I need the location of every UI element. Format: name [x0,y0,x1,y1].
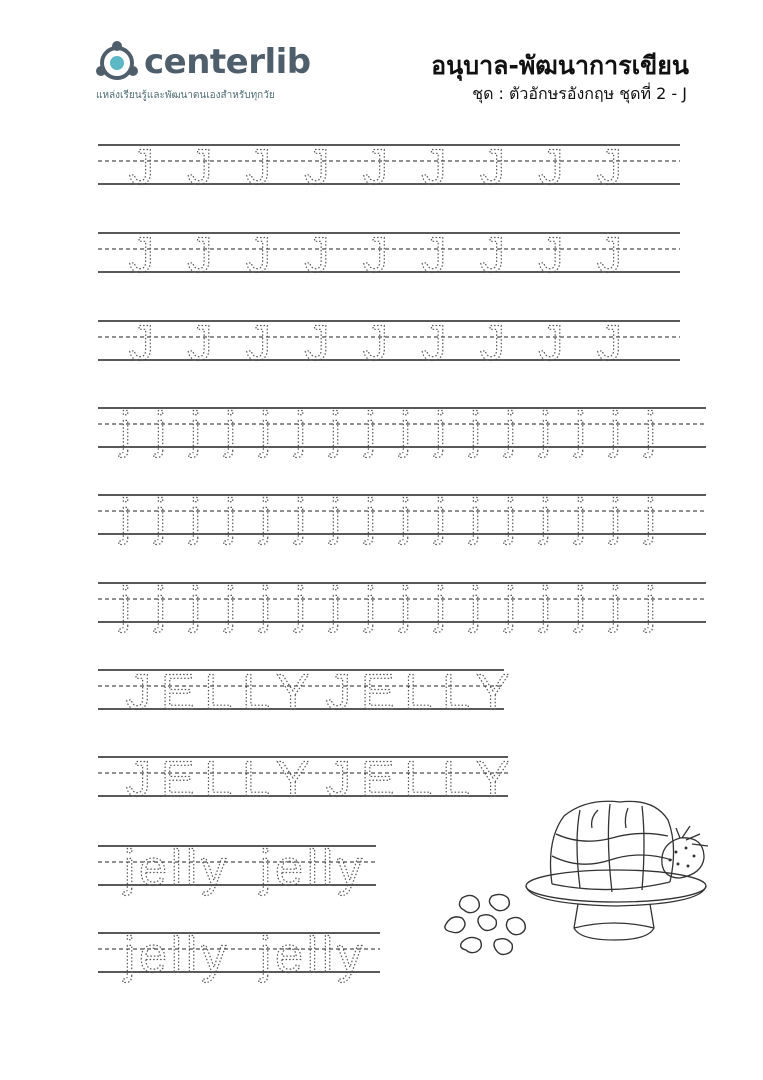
trace-letter: J [363,227,388,283]
trace-letter: j [295,402,307,458]
trace-letter: JELLY [326,751,520,807]
trace-letter: j [260,577,272,633]
jelly-beans-icon [442,890,537,960]
trace-letter: j [610,402,622,458]
trace-letter: J [480,227,505,283]
brand-name: centerlib [144,42,311,82]
trace-letter: j [330,577,342,633]
trace-letter: j [400,577,412,633]
writing-guide [98,664,520,720]
trace-letter: j [260,402,272,458]
trace-letter: J [597,139,622,195]
trace-letter: J [304,227,330,283]
trace-letter: j [540,577,552,633]
brand-tagline: แหล่งเรียนรู้และพัฒนาตนเองสำหรับทุกวัย [96,90,275,101]
trace-letter: J [304,139,330,195]
trace-letter: j [645,489,657,545]
strawberry-icon [662,826,708,878]
trace-letter: j [225,577,237,633]
writing-guide [98,139,680,195]
trace-letter: J [480,139,505,195]
practice-row-lowercase-2 [98,489,706,545]
trace-letter: jelly [124,927,231,983]
trace-letter: J [363,139,388,195]
trace-letter: j [435,577,447,633]
trace-letter: J [421,315,447,371]
trace-letter: j [120,577,132,633]
trace-letter: j [540,489,552,545]
trace-letter: j [155,577,167,633]
trace-letter: j [190,402,202,458]
writing-guide [98,489,706,545]
trace-letter: JELLY [126,751,320,807]
trace-letter: j [435,402,447,458]
trace-letter: j [610,577,622,633]
trace-letter: J [421,227,447,283]
trace-letter: j [120,402,132,458]
trace-letter: J [246,315,271,371]
writing-guide [98,227,680,283]
writing-guide [98,402,706,458]
trace-letter: j [260,489,272,545]
trace-letter: j [330,402,342,458]
practice-row-uppercase-1 [98,139,680,195]
trace-letter: j [505,402,517,458]
practice-row-lowercase-1 [98,402,706,458]
trace-letter: j [435,489,447,545]
writing-guide [98,927,380,983]
trace-letter: J [246,227,271,283]
trace-letter: J [129,227,154,283]
trace-letter: j [295,577,307,633]
trace-letter: J [538,227,564,283]
practice-row-uppercase-2 [98,227,680,283]
practice-row-word-lower-1 [98,840,376,896]
trace-letter: j [400,489,412,545]
trace-letter: J [304,315,330,371]
trace-letter: j [645,402,657,458]
writing-guide [98,315,680,371]
trace-letter: j [190,577,202,633]
trace-letter: J [187,315,213,371]
trace-letter: j [645,577,657,633]
trace-letter: j [330,489,342,545]
practice-row-word-lower-2 [98,927,380,983]
trace-letter: J [129,315,154,371]
trace-letter: j [120,489,132,545]
trace-letter: j [225,489,237,545]
writing-guide [98,751,520,807]
worksheet-title: อนุบาล-พัฒนาการเขียน [431,51,689,80]
trace-letter: J [363,315,388,371]
trace-letter: j [155,489,167,545]
trace-letter: j [365,577,377,633]
trace-letter: j [575,402,587,458]
trace-letter: j [470,489,482,545]
trace-letter: J [538,139,564,195]
practice-row-word-upper-2 [98,751,520,807]
trace-letter: j [155,402,167,458]
trace-letter: J [187,139,213,195]
trace-letter: J [480,315,505,371]
trace-letter: j [540,402,552,458]
trace-letter: j [470,577,482,633]
practice-row-lowercase-3 [98,577,706,633]
trace-letter: j [295,489,307,545]
trace-letter: j [575,489,587,545]
trace-letter: j [225,402,237,458]
trace-letter: jelly [260,840,367,896]
brand-logo [94,38,334,108]
trace-letter: J [597,315,622,371]
trace-letter: j [190,489,202,545]
trace-letter: j [365,489,377,545]
writing-guide [98,577,706,633]
trace-letter: JELLY [326,664,520,720]
writing-guide [98,840,376,896]
trace-letter: J [597,227,622,283]
trace-letter: j [470,402,482,458]
trace-letter: J [187,227,213,283]
trace-letter: J [246,139,271,195]
trace-letter: J [129,139,154,195]
trace-letter: J [538,315,564,371]
trace-letter: j [575,577,587,633]
centerlib-logo-icon [94,40,140,86]
practice-row-uppercase-3 [98,315,680,371]
trace-letter: j [505,489,517,545]
trace-letter: j [505,577,517,633]
trace-letter: j [365,402,377,458]
trace-letter: j [400,402,412,458]
practice-row-word-upper-1 [98,664,520,720]
worksheet-subtitle: ชุด : ตัวอักษรอังกฤษ ชุดที่ 2 - J [472,84,687,103]
trace-letter: j [610,489,622,545]
trace-letter: jelly [124,840,231,896]
trace-letter: J [421,139,447,195]
trace-letter: JELLY [126,664,320,720]
jelly-dessert-icon [520,800,720,950]
trace-letter: jelly [260,927,367,983]
